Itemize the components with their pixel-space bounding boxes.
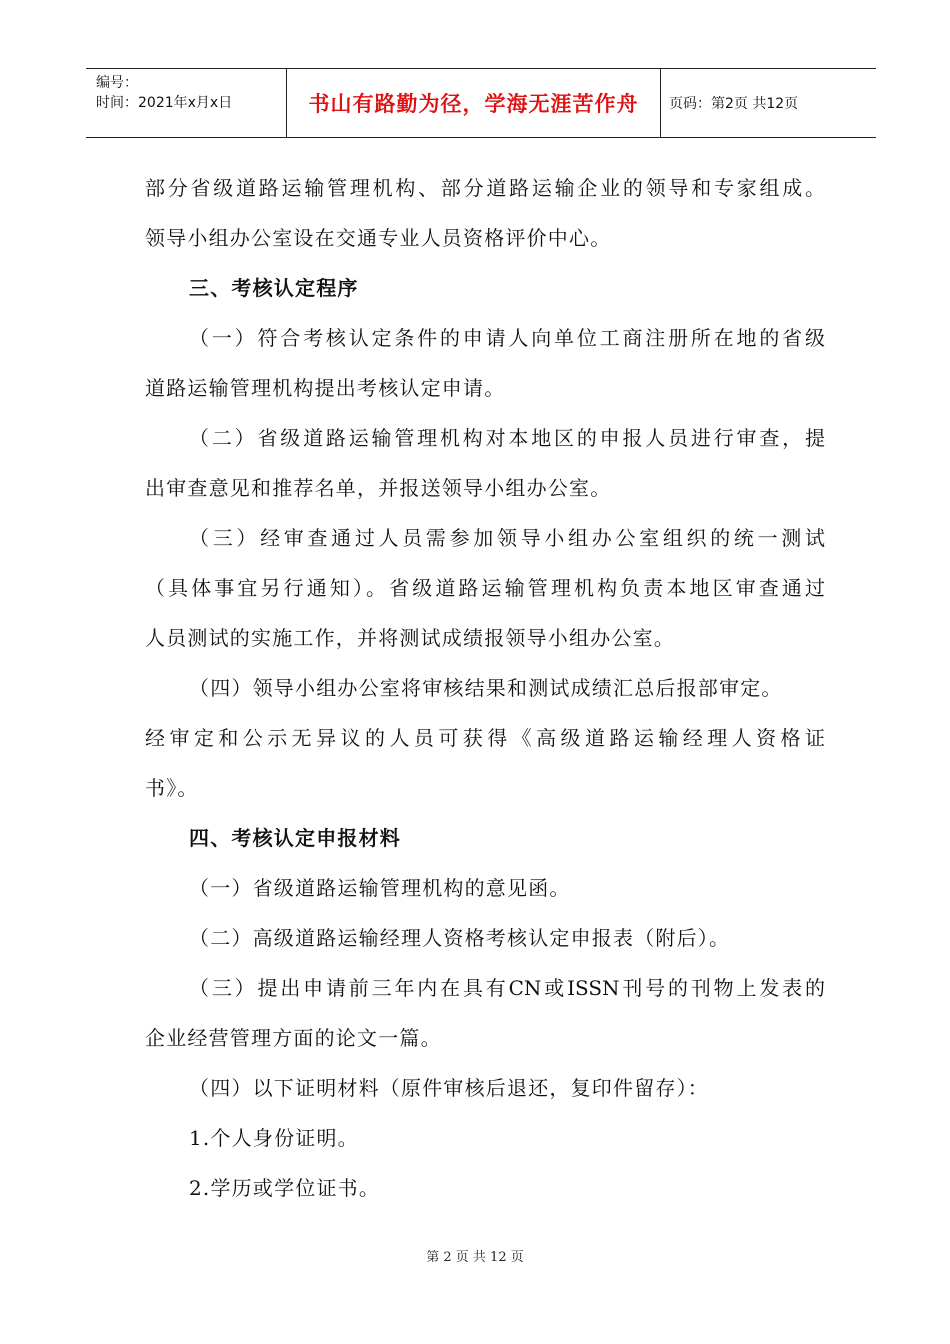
body-line: 出审查意见和推荐名单，并报送领导小组办公室。 — [145, 476, 612, 500]
body-line: 道路运输管理机构提出考核认定申请。 — [145, 376, 506, 400]
body-line: 部分省级道路运输管理机构、部分道路运输企业的领导和专家组成。 — [145, 176, 825, 200]
body-line: （三）提出申请前三年内在具有CN或ISSN刊号的刊物上发表的 — [189, 976, 825, 1000]
body-line: （二）高级道路运输经理人资格考核认定申报表（附后）。 — [189, 926, 731, 950]
header-meta — [86, 69, 286, 137]
body-line: （四）领导小组办公室将审核结果和测试成绩汇总后报部审定。 — [189, 676, 783, 700]
document-number-label: 编号： — [96, 75, 138, 91]
page-footer: 第 2 页 共 12 页 — [426, 1250, 524, 1265]
body-line: 书》。 — [145, 776, 199, 800]
header-page-label: 页码：第2页 共12页 — [669, 96, 799, 112]
body-line: 人员测试的实施工作，并将测试成绩报领导小组办公室。 — [145, 626, 675, 650]
body-line: （具体事宜另行通知）。省级道路运输管理机构负责本地区审查通过 — [145, 576, 825, 600]
section-heading: 三、考核认定程序 — [189, 276, 359, 300]
body-line: 企业经营管理方面的论文一篇。 — [145, 1026, 442, 1050]
body-line: （一）省级道路运输管理机构的意见函。 — [189, 876, 571, 900]
document-time-label: 时间：2021年x月x日 — [96, 95, 233, 111]
header-motto: 书山有路勤为径，学海无涯苦作舟 — [286, 69, 661, 137]
body-line: （一）符合考核认定条件的申请人向单位工商注册所在地的省级 — [189, 326, 825, 350]
body-line: 领导小组办公室设在交通专业人员资格评价中心。 — [145, 226, 612, 250]
document-body — [145, 168, 825, 1218]
body-line: （三）经审查通过人员需参加领导小组办公室组织的统一测试 — [189, 526, 825, 550]
body-line: 经审定和公示无异议的人员可获得《高级道路运输经理人资格证 — [145, 726, 825, 750]
section-heading: 四、考核认定申报材料 — [189, 826, 401, 850]
body-line: （二）省级道路运输管理机构对本地区的申报人员进行审查，提 — [189, 426, 825, 450]
list-item: 1.个人身份证明。 — [189, 1126, 359, 1150]
list-item: 2.学历或学位证书。 — [189, 1176, 381, 1200]
page-header — [86, 68, 876, 138]
body-line: （四）以下证明材料（原件审核后退还，复印件留存）： — [189, 1076, 709, 1100]
